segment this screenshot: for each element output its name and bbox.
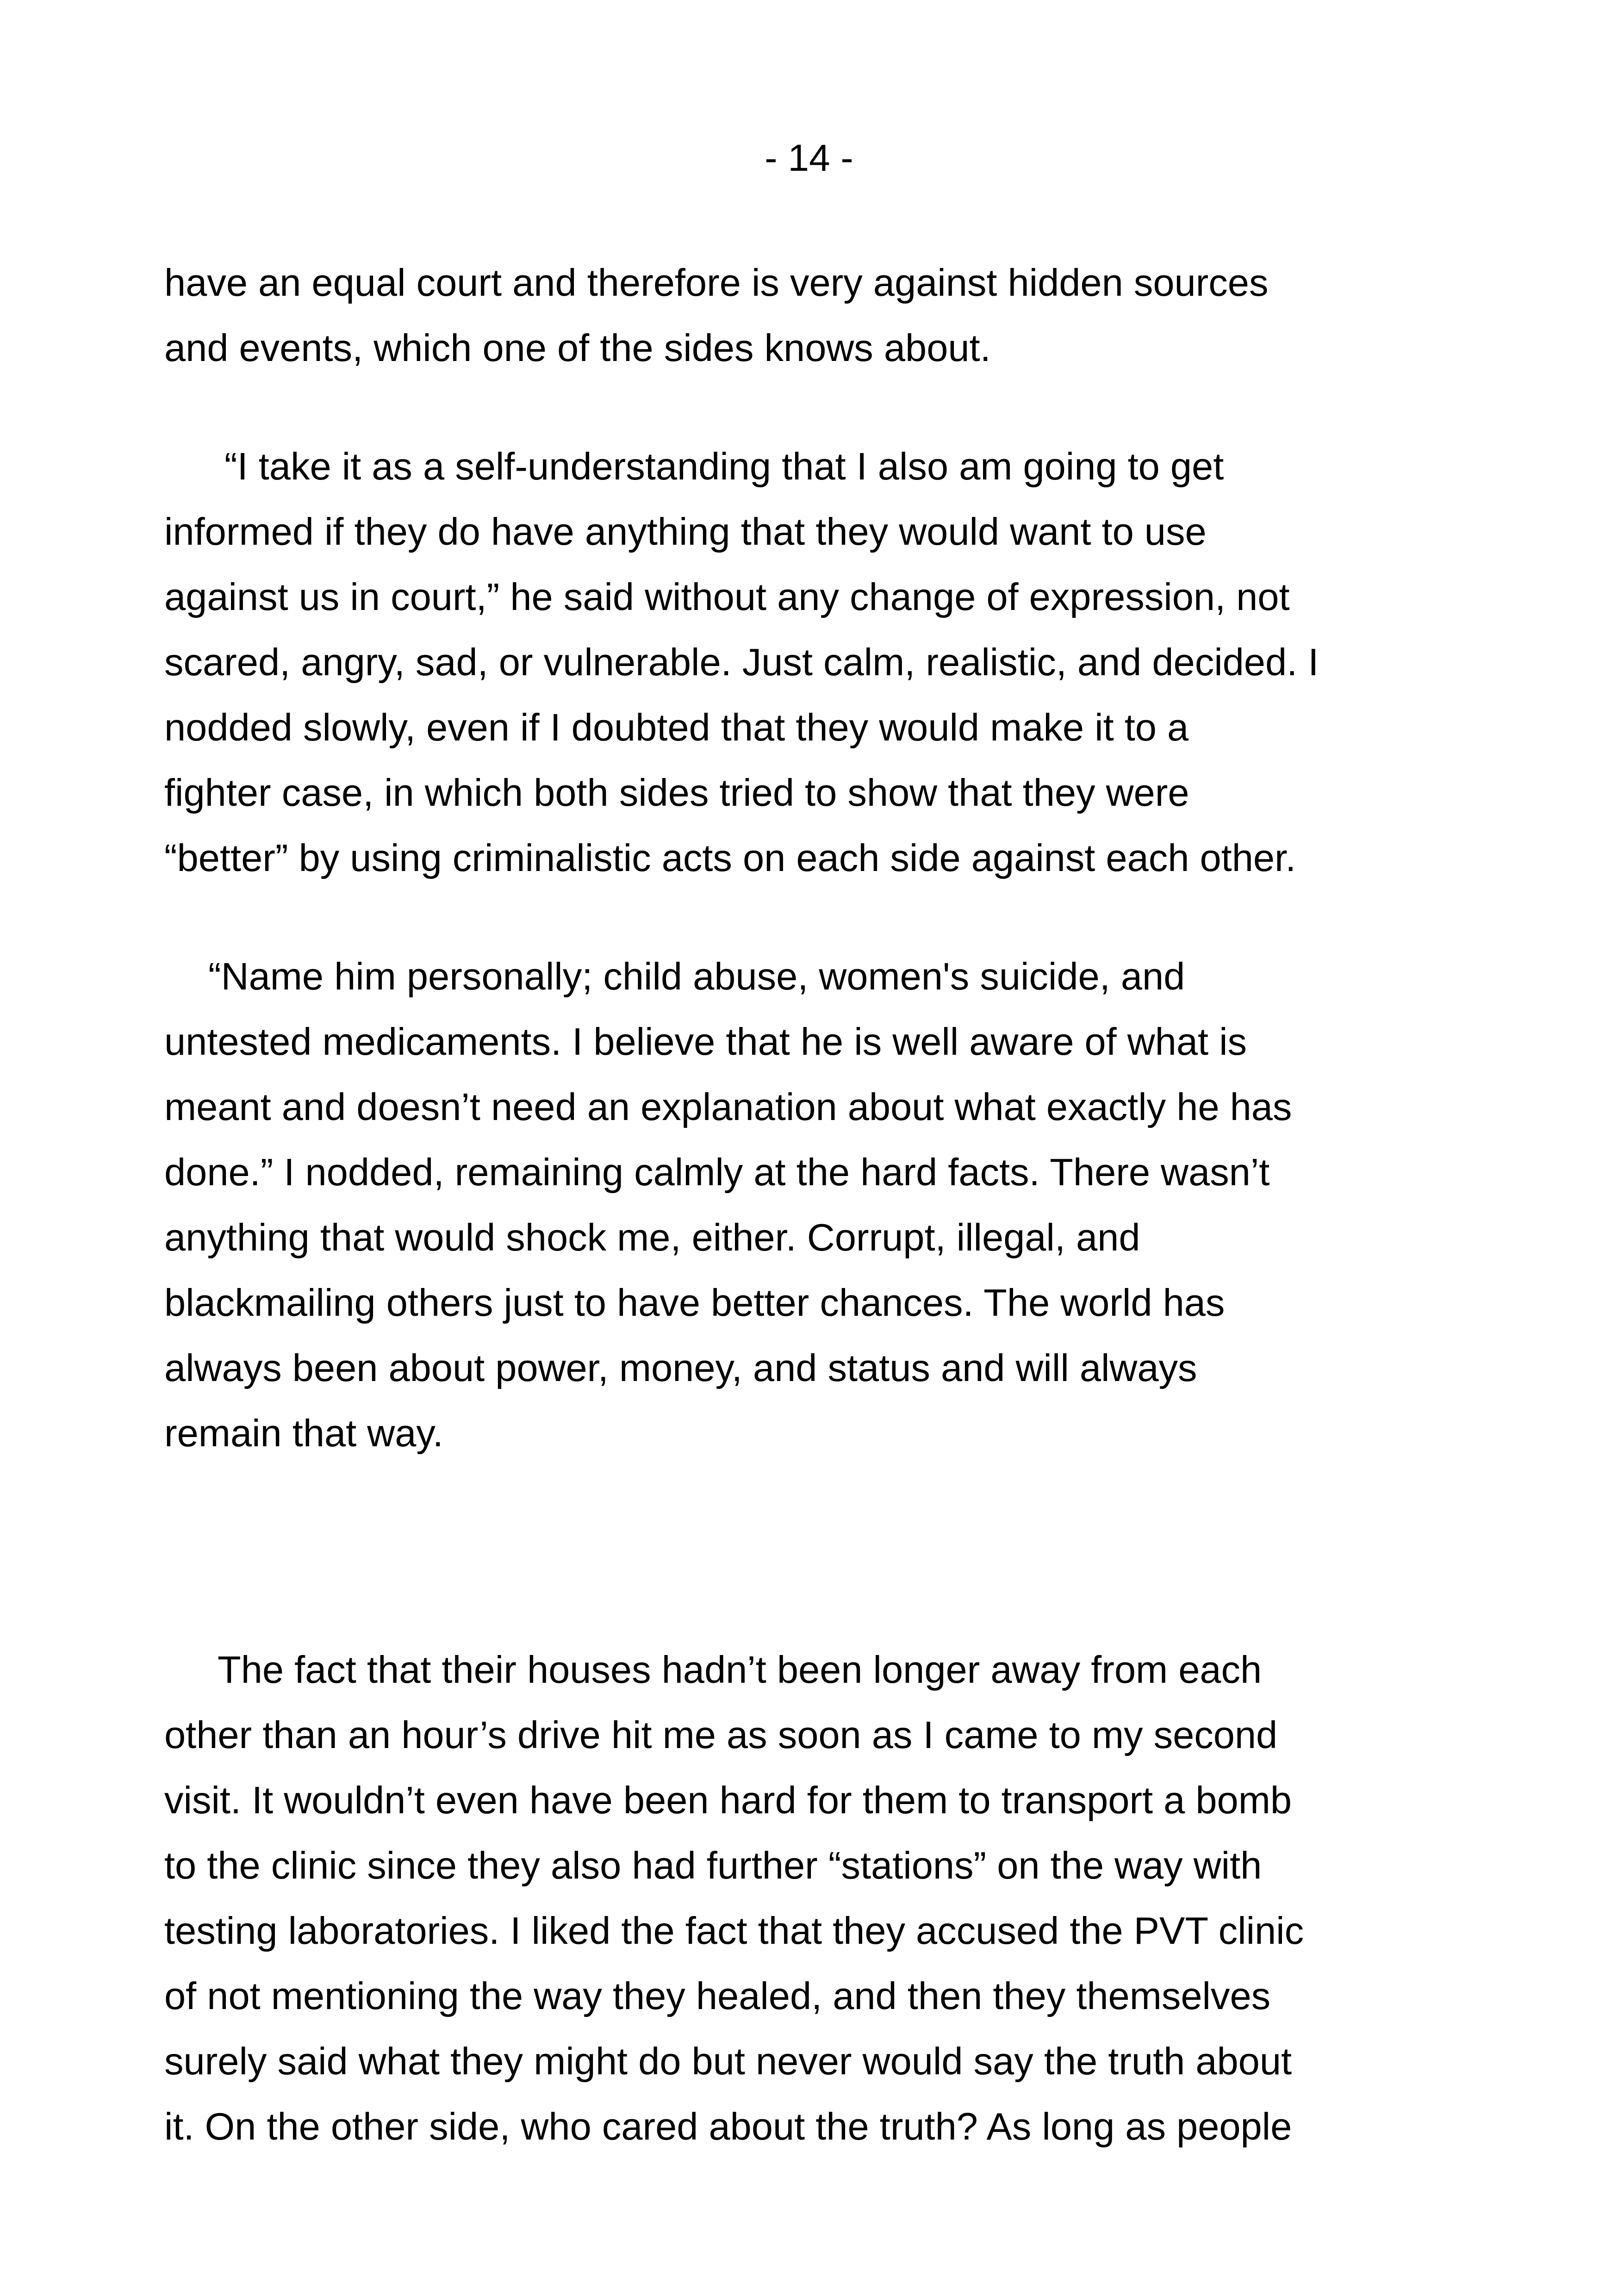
page-number: - 14 -	[765, 137, 853, 179]
paragraph	[164, 250, 1460, 380]
text-line: always been about power, money, and status and will always	[164, 1346, 1197, 1389]
text-line: done.” I nodded, remaining calmly at the hard facts. There wasn’t	[164, 1151, 1270, 1194]
body-text	[164, 250, 1460, 2159]
text-line: fighter case, in which both sides tried to show that they were	[164, 771, 1189, 814]
paragraph-gap	[164, 890, 1460, 944]
text-line: testing laboratories. I liked the fact that they accused the PVT clinic	[164, 1909, 1304, 1952]
text-line: other than an hour’s drive hit me as soon as I came to my second	[164, 1713, 1278, 1756]
paragraph	[164, 434, 1460, 890]
text-line: nodded slowly, even if I doubted that they would make it to a	[164, 706, 1189, 749]
text-line: anything that would shock me, either. Corrupt, illegal, and	[164, 1216, 1140, 1259]
text-line: The fact that their houses hadn’t been longer away from each	[218, 1648, 1262, 1691]
text-line: “Name him personally; child abuse, women's suicide, and	[208, 955, 1185, 998]
text-line: have an equal court and therefore is very against hidden sources	[164, 261, 1269, 304]
text-line: “better” by using criminalistic acts on each side against each other.	[164, 836, 1296, 879]
section-break	[164, 1466, 1460, 1637]
text-line: remain that way.	[164, 1412, 443, 1455]
text-line: scared, angry, sad, or vulnerable. Just calm, realistic, and decided. I	[164, 641, 1319, 684]
paragraph-gap	[164, 380, 1460, 434]
paragraph	[164, 944, 1460, 1466]
text-line: to the clinic since they also had further “stations” on the way with	[164, 1844, 1262, 1887]
text-line: against us in court,” he said without any change of expression, not	[164, 575, 1290, 618]
text-line: informed if they do have anything that they would want to use	[164, 510, 1207, 553]
text-line: and events, which one of the sides knows about.	[164, 326, 991, 369]
text-line: of not mentioning the way they healed, and then they themselves	[164, 1974, 1271, 2017]
text-line: blackmailing others just to have better chances. The world has	[164, 1281, 1225, 1324]
text-line: “I take it as a self-understanding that I also am going to get	[224, 445, 1224, 488]
text-line: untested medicaments. I believe that he is well aware of what is	[164, 1020, 1247, 1063]
paragraph	[164, 1637, 1460, 2159]
text-line: meant and doesn’t need an explanation about what exactly he has	[164, 1085, 1292, 1128]
text-line: surely said what they might do but never would say the truth about	[164, 2040, 1292, 2083]
text-line: visit. It wouldn’t even have been hard for them to transport a bomb	[164, 1779, 1292, 1822]
text-line: it. On the other side, who cared about the truth? As long as people	[164, 2105, 1292, 2148]
